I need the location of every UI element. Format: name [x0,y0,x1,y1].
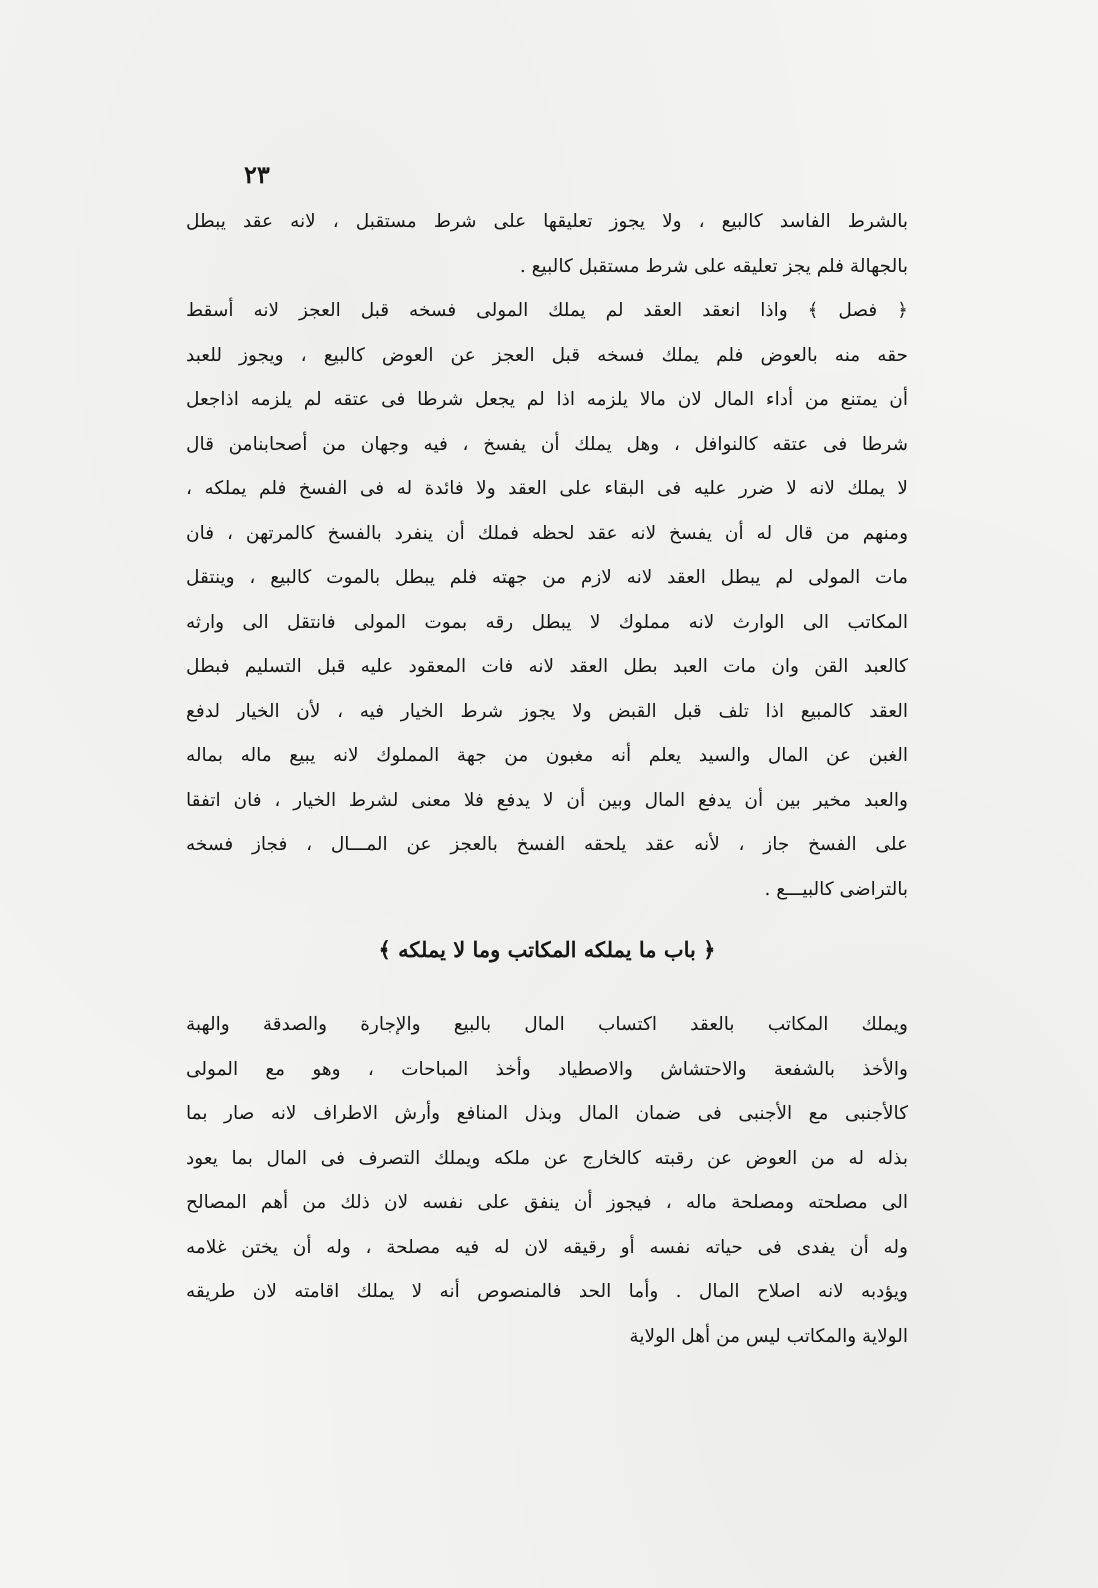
text-line: أن يمتنع من أداء المال لان مالا يلزمه اذا لم يجعل شرطا فى عتقه لم يلزمه اذاجعل [186,389,908,410]
text-line: وله أن يفدى فى حياته نفسه أو رقيقه لان له فيه مصلحة ، وله أن يختن غلامه [186,1236,908,1258]
text-line: بالجهالة فلم يجز تعليقه على شرط مستقبل كالبيع . [519,255,908,277]
text-line: الى مصلحته ومصلحة ماله ، فيجوز أن ينفق على نفسه لان ذلك من أهم المصالح [186,1192,908,1213]
text-line: ويؤدبه لانه اصلاح المال . وأما الحد فالمنصوص أنه لا يملك اقامته لان طريقه [186,1281,908,1302]
text-line: والعبد مخير بين أن يدفع المال وبين أن لا يدفع فلا معنى لشرط الخيار ، فان اتفقا [186,789,908,811]
text-line: مات المولى لم يبطل العقد لانه لازم من جهته فلم يبطل بالموت كالبيع ، وينتقل [186,567,908,588]
chapter-heading: ﴿ باب ما يملكه المكاتب وما لا يملكه ﴾ [378,937,716,962]
page-number: ٢٣ [244,160,270,189]
text-line: ومنهم من قال له أن يفسخ لانه عقد لحظه فملك أن ينفرد بالفسخ كالمرتهن ، فان [186,522,908,544]
text-line: المكاتب الى الوارث لانه مملوك لا يبطل رقه بموت المولى فانتقل الى وارثه [186,611,908,633]
text-line: لا يملك لانه لا ضرر عليه فى البقاء على العقد ولا فائدة له فى الفسخ فلم يملكه ، [186,478,908,499]
text-line: كالأجنبى مع الأجنبى فى ضمان المال وبذل المنافع وأرش الاطراف لانه صار بما [186,1103,908,1124]
text-line: الولاية والمكاتب ليس من أهل الولاية [629,1325,908,1347]
text-line: ويملك المكاتب بالعقد اكتساب المال بالبيع والإجارة والصدقة والهبة [186,1014,908,1035]
text-line: والأخذ بالشفعة والاحتشاش والاصطياد وأخذ المباحات ، وهو مع المولى [186,1058,908,1080]
text-line: العقد كالمبيع اذا تلف قبل القبض ولا يجوز شرط الخيار فيه ، لأن الخيار لدفع [186,700,908,722]
text-line: حقه منه بالعوض فلم يملك فسخه قبل العجز عن العوض كالبيع ، ويجوز للعبد [186,344,908,366]
main-text-bottom [186,1003,908,1359]
text-line: ﴿ فصل ﴾ واذا انعقد العقد لم يملك المولى فسخه قبل العجز لانه أسقط [186,300,908,321]
text-line: بالشرط الفاسد كالبيع ، ولا يجوز تعليقها على شرط مستقبل ، لانه عقد يبطل [186,211,908,232]
text-line: على الفسخ جاز ، لأنه عقد يلحقه الفسخ بالعجز عن المـــال ، فجاز فسخه [186,834,908,855]
text-line: كالعبد القن وان مات العبد بطل العقد لانه فات المعقود عليه قبل التسليم فبطل [186,656,908,677]
text-line: بالتراضى كالبيـــع . [764,878,908,900]
text-line: الغبن عن المال والسيد يعلم أنه مغبون من جهة المملوك لانه يبيع ماله بماله [186,745,908,766]
text-line: بذله له من العوض عن رقبته كالخارج عن ملكه ويملك التصرف فى المال بما يعود [186,1147,908,1169]
main-text-top [186,200,908,912]
text-line: شرطا فى عتقه كالنوافل ، وهل يملك أن يفسخ ، فيه وجهان من أصحابنامن قال [186,433,908,455]
